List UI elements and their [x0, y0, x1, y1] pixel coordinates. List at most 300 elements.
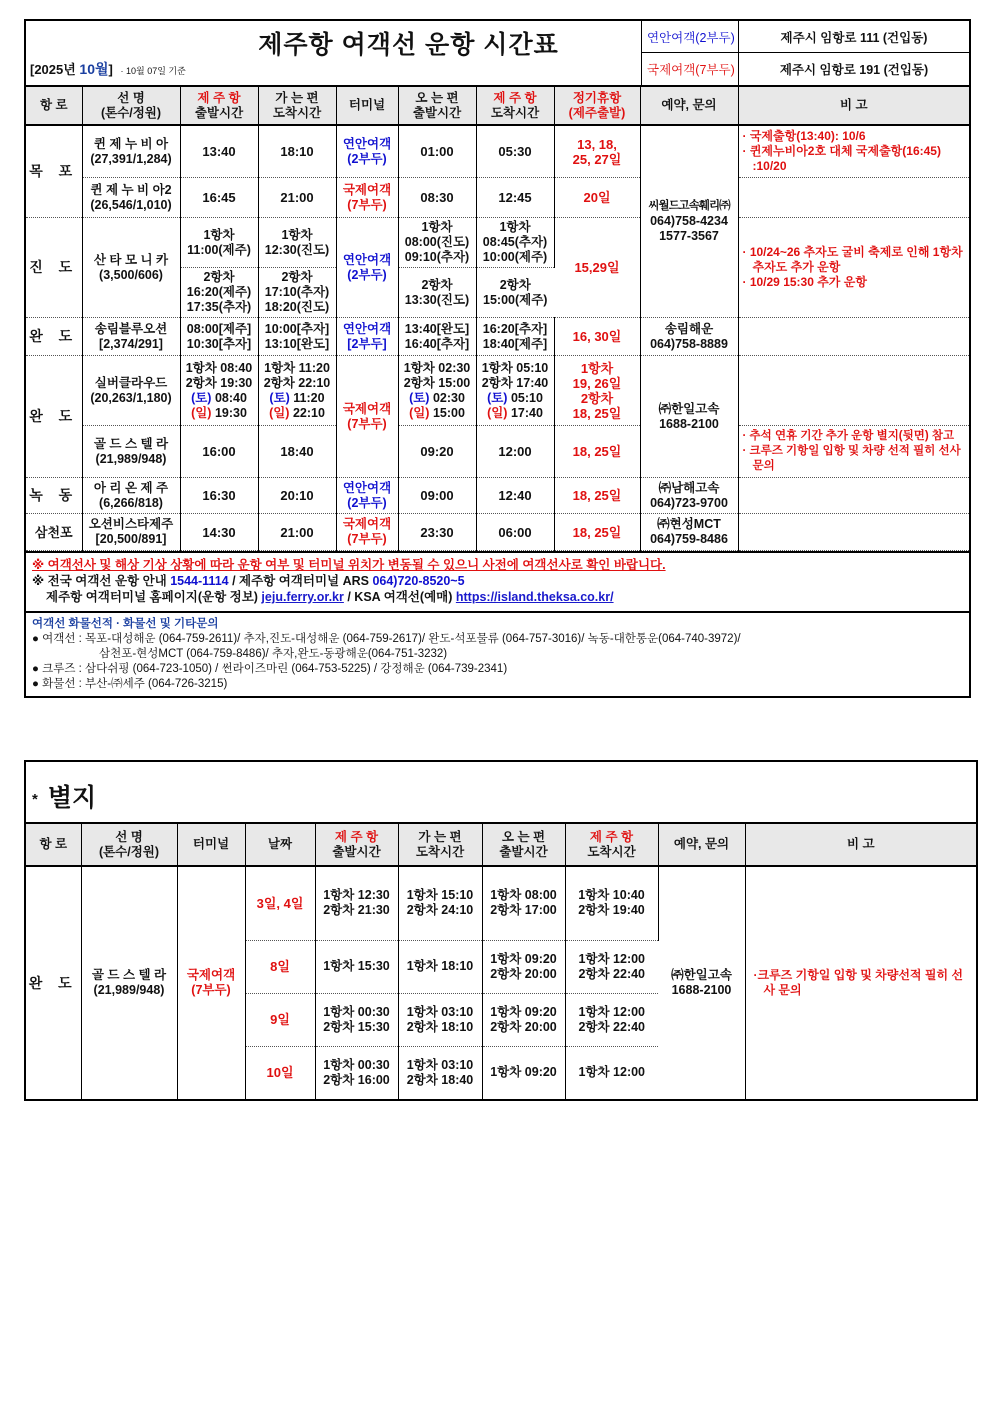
col-arrival [258, 87, 336, 125]
col-contact [658, 824, 745, 866]
ship-spec: [20,500/891] [95, 532, 167, 546]
notice-section [26, 551, 969, 611]
terminal-row-international [642, 53, 969, 85]
trip-time: 1항차 00:30 [323, 1057, 390, 1072]
ship-name: 퀸 제 누 비 아2 [90, 182, 172, 197]
return-departure-cell: 23:30 [398, 514, 476, 551]
col-sublabel: 도착시간 [272, 105, 322, 120]
col-sublabel: 출발시간 [332, 844, 381, 859]
trip-time: 1항차 08:00 [490, 888, 557, 903]
rest-days-cell: 15,29일 [554, 218, 640, 318]
trip-time: 2항차 19:30 [185, 375, 253, 390]
col-label: 날짜 [267, 837, 293, 851]
trip-time: 2항차 22:40 [578, 1019, 646, 1034]
note-cell [745, 866, 976, 1099]
trip-time: 09:10(추자) [404, 250, 470, 264]
terminal-cell [336, 125, 398, 178]
table-row [26, 218, 969, 268]
arrival-cell [258, 318, 336, 356]
company-name: 씨월드고속훼리㈜ [648, 200, 730, 212]
company-name: ㈜남해고속 [658, 480, 720, 495]
terminal-berth: [2부두] [347, 336, 387, 351]
header-row [26, 87, 969, 125]
col-departure [315, 824, 398, 866]
trip-time: 11:20 [289, 390, 325, 405]
departure-cell: 13:40 [180, 125, 258, 178]
terminal-label: 국제여객 [186, 968, 236, 982]
terminal-cell [336, 318, 398, 356]
ship-spec: (27,391/1,284) [90, 151, 172, 166]
col-label: 터미널 [192, 837, 230, 851]
rest-days-cell: 18, 25일 [554, 426, 640, 478]
col-ship [81, 824, 177, 866]
period-month: 10월 [79, 61, 109, 77]
terminal-name: 국제여객(7부두) [642, 53, 739, 85]
ship-spec: (20,263/1,180) [90, 390, 172, 405]
table-row [26, 478, 969, 514]
col-terminal [336, 87, 398, 125]
col-date [245, 824, 315, 866]
col-arrival [398, 824, 482, 866]
return-arrival-cell: 05:30 [476, 125, 554, 178]
return-arrival-cell [476, 218, 554, 268]
trip-time: 18:40[제주] [482, 336, 548, 351]
col-label: 오 는 편 [501, 829, 546, 844]
arrival-cell: 18:40 [258, 426, 336, 478]
col-label: 오 는 편 [415, 90, 459, 105]
col-label: 제 주 항 [589, 829, 634, 844]
title-bar [26, 21, 969, 87]
col-contact [640, 87, 738, 125]
contact-cell [640, 514, 738, 551]
return-arrival-cell: 06:00 [476, 514, 554, 551]
route-cell: 목 포 [26, 125, 82, 218]
trip-label: 2항차 [203, 270, 235, 284]
departure-cell: 16:00 [180, 426, 258, 478]
terminal-row-coastal [642, 21, 969, 53]
rest-days: 13, 18, [577, 136, 617, 152]
ship-cell [82, 218, 180, 318]
trip-time: 12:30(진도) [264, 242, 330, 257]
trip-time: 1항차 03:10 [406, 1004, 474, 1019]
table-row [26, 426, 969, 478]
route-cell: 완 도 [26, 866, 81, 1099]
annex-title-text: 별지 [47, 784, 97, 812]
return-departure-cell [398, 218, 476, 268]
ship-name: 골 드 스 텔 라 [93, 436, 169, 451]
trip-label: 2항차 [281, 270, 313, 284]
col-return-arrival [565, 824, 658, 866]
table-row [26, 356, 969, 426]
annex-row [26, 866, 976, 940]
trip-time: 2항차 15:00 [403, 375, 471, 390]
terminal-label: 국제여객 [342, 517, 392, 531]
terminal-address: 제주시 임항로 191 (건입동) [779, 63, 929, 77]
homepage-line [32, 589, 963, 605]
col-label: 비 고 [839, 98, 868, 112]
sunday-time [259, 406, 336, 421]
trip-time: 2항차 18:10 [406, 1019, 474, 1034]
arrival-cell: 1항차 18:10 [398, 940, 482, 993]
col-label: 비 고 [846, 837, 875, 851]
trip-time: 2항차 17:40 [481, 375, 549, 390]
trip-time: 1항차 12:00 [578, 1004, 646, 1019]
return-departure-cell [482, 993, 565, 1046]
col-label: 항 로 [39, 837, 68, 851]
phone-number: 064)758-8889 [650, 336, 728, 351]
trip-time: 2항차 22:10 [263, 375, 331, 390]
ars-phone: 064)720-8520~5 [372, 574, 465, 588]
ship-cell [82, 178, 180, 218]
arrival-cell: 20:10 [258, 478, 336, 514]
cargo-heading: 여객선 화물선적 · 화물선 및 기타문의 [32, 618, 219, 630]
trip-label: 1항차 [421, 220, 453, 234]
arrival-cell: 21:00 [258, 514, 336, 551]
trip-time: 15:00 [429, 405, 465, 420]
rest-days: 1항차 [580, 360, 614, 376]
ship-cell [81, 866, 177, 1099]
saturday-time [181, 391, 258, 406]
cargo-freight: ● 화물선 : 부산-㈜세주 (064-726-3215) [32, 678, 228, 690]
route-cell: 녹 동 [26, 478, 82, 514]
day-label: (일) [487, 405, 508, 420]
ship-name: 실버클라우드 [94, 375, 168, 390]
ship-cell [82, 514, 180, 551]
ship-spec: (26,546/1,010) [90, 197, 172, 212]
annex-title [26, 762, 976, 824]
trip-label: 1항차 [281, 227, 313, 242]
arrival-cell: 21:00 [258, 178, 336, 218]
table-row [26, 125, 969, 178]
trip-time: 2항차 21:30 [323, 903, 390, 918]
terminal-address: 제주시 임항로 111 (건입동) [780, 30, 928, 45]
saturday-time [477, 391, 554, 406]
note-item: · 10/29 15:30 추가 운항 [742, 275, 867, 289]
phone-number: 1688-2100 [659, 416, 719, 431]
departure-cell [180, 356, 258, 426]
return-arrival-cell: 1항차 12:00 [578, 1065, 646, 1080]
trip-time: 08:00[제주] [186, 321, 252, 336]
date-cell: 10일 [245, 1046, 315, 1099]
return-departure-cell: 01:00 [398, 125, 476, 178]
title-area [26, 21, 641, 85]
trip-time: 13:30(진도) [404, 292, 470, 307]
rest-days-cell: 20일 [554, 178, 640, 218]
return-departure-cell: 1항차 09:20 [482, 1046, 565, 1099]
phone-number: 1688-2100 [671, 983, 732, 997]
ship-cell [82, 356, 180, 426]
return-arrival-cell [476, 268, 554, 318]
note-cell [738, 178, 969, 218]
trip-time: 1항차 02:30 [403, 360, 471, 375]
note-cell [738, 125, 969, 178]
cargo-passenger-cont: 삼천포-현성MCT (064-759-8486)/ 추자,완도-동광해운(064-751-3232) [99, 648, 448, 660]
terminal-berth: (2부두) [347, 495, 387, 510]
col-return-departure [398, 87, 476, 125]
col-sublabel: 도착시간 [490, 105, 540, 120]
rest-days-cell [554, 356, 640, 426]
col-sublabel: (톤수/정원) [98, 844, 160, 859]
trip-time: 02:30 [429, 390, 465, 405]
note-item: ·크루즈 기항일 입항 및 차량선적 필히 선사 문의 [753, 968, 963, 997]
ship-spec: (21,989/948) [93, 983, 165, 997]
terminal-label: 국제여객 [342, 182, 392, 197]
date-cell: 8일 [245, 940, 315, 993]
trip-time: 2항차 16:00 [323, 1072, 390, 1087]
day-label: (일) [409, 405, 430, 420]
col-label: 항 로 [39, 98, 68, 112]
trip-time: 08:40 [211, 390, 247, 405]
note-item: · 퀸제누비아2호 대체 국제출항(16:45) :10/20 [742, 144, 941, 173]
trip-label: 2항차 [499, 277, 531, 292]
departure-cell: 1항차 15:30 [315, 940, 398, 993]
return-arrival-cell [565, 866, 658, 940]
ship-name: 아 리 온 제 주 [93, 480, 169, 495]
terminal-berth: (7부두) [347, 532, 387, 546]
annex-header-row [26, 824, 976, 866]
terminal-legend [641, 21, 969, 85]
trip-time: 1항차 11:20 [264, 360, 330, 375]
timetable-sheet [24, 19, 971, 698]
trip-time: 1항차 12:30 [323, 888, 390, 903]
day-label: (토) [487, 390, 508, 405]
table-row [26, 178, 969, 218]
arrival-cell [258, 218, 336, 268]
col-departure [180, 87, 258, 125]
trip-time: 1항차 10:40 [578, 888, 645, 903]
trip-time: 2항차 20:00 [490, 1019, 557, 1034]
col-note [738, 87, 969, 125]
day-label: (토) [191, 390, 212, 405]
trip-time: 05:10 [507, 390, 543, 405]
trip-time: 13:10[완도] [264, 336, 330, 351]
trip-time: 16:20(제주) [186, 285, 252, 299]
trip-time: 2항차 20:00 [490, 966, 557, 981]
rest-days: 18, 25일 [572, 405, 622, 421]
return-arrival-cell: 12:00 [476, 426, 554, 478]
rest-days: 2항차 [580, 390, 614, 406]
trip-time: 17:40 [507, 405, 543, 420]
return-departure-cell [398, 318, 476, 356]
contact-cell [658, 866, 745, 1099]
return-arrival-cell [565, 993, 658, 1046]
trip-time: 10:00(제주) [482, 250, 548, 264]
trip-time: 2항차 18:40 [406, 1072, 474, 1087]
route-cell: 삼천포 [26, 514, 82, 551]
table-row [26, 514, 969, 551]
terminal-berth: (7부두) [347, 197, 387, 212]
col-sublabel: 도착시간 [415, 844, 465, 859]
col-label: 정기휴항 [572, 90, 622, 105]
col-sublabel: 출발시간 [412, 105, 462, 120]
company-name: ㈜한일고속 [671, 968, 732, 982]
info-label: ※ 전국 여객선 운항 안내 [32, 574, 171, 588]
terminal-berth: (7부두) [347, 416, 387, 431]
ksa-link[interactable]: https://island.theksa.co.kr/ [455, 590, 614, 604]
trip-time: 16:40[추자] [404, 336, 470, 351]
terminal-label: 국제여객 [342, 401, 392, 416]
ksa-label: / KSA 여객선(예매) [343, 590, 456, 604]
trip-time: 15:00(제주) [483, 292, 548, 307]
trip-time: 2항차 19:40 [578, 903, 645, 918]
terminal-cell [336, 218, 398, 318]
schedule-table [26, 87, 969, 551]
contact-cell [640, 125, 738, 318]
terminal-berth: (2부두) [347, 267, 387, 282]
phone-number: 064)723-9700 [650, 495, 728, 510]
star-marker: * [32, 790, 38, 808]
col-label: 가 는 편 [418, 829, 462, 844]
rest-days-cell: 16, 30일 [554, 318, 640, 356]
col-rest-days [554, 87, 640, 125]
ship-spec: (6,266/818) [99, 495, 163, 510]
homepage-label: 제주항 여객터미널 홈페이지(운항 정보) [46, 590, 262, 604]
col-label: 예약, 문의 [673, 837, 730, 851]
trip-time: 1항차 05:10 [481, 360, 549, 375]
trip-time: 1항차 03:10 [406, 1057, 474, 1072]
trip-time: 1항차 09:20 [490, 1004, 557, 1019]
col-terminal [177, 824, 245, 866]
trip-time: 17:35(추자) [186, 300, 252, 314]
trip-time: 1항차 09:20 [490, 951, 557, 966]
terminal-cell [336, 478, 398, 514]
trip-time: 2항차 15:30 [323, 1019, 390, 1034]
ship-name: 퀸 제 누 비 아 [93, 136, 169, 151]
ship-cell [82, 426, 180, 478]
period-label [30, 59, 186, 79]
homepage-link[interactable]: jeju.ferry.or.kr [261, 590, 344, 604]
return-departure-cell [482, 866, 565, 940]
annex-sheet [24, 760, 978, 1101]
departure-cell: 16:45 [180, 178, 258, 218]
return-arrival-cell: 12:40 [476, 478, 554, 514]
col-sublabel: 도착시간 [587, 844, 636, 859]
trip-time: 13:40[완도] [404, 321, 470, 336]
terminal-cell [336, 356, 398, 478]
rest-days: 19, 26일 [572, 375, 622, 391]
note-cell [738, 426, 969, 478]
arrival-cell [258, 268, 336, 318]
arrival-cell [398, 1046, 482, 1099]
trip-time: 1항차 15:10 [406, 888, 474, 903]
trip-time: 11:00(제주) [187, 242, 251, 257]
period-year: [2025년 [30, 62, 80, 77]
trip-time: 08:00(진도) [404, 235, 470, 249]
sunday-time [181, 406, 258, 421]
period-close: ] [108, 62, 113, 77]
departure-cell: 16:30 [180, 478, 258, 514]
trip-time: 2항차 22:40 [578, 966, 646, 981]
cargo-cruise: ● 크루즈 : 삼다쉬핑 (064-723-1050) / 썬라이즈마린 (064-753-5225) / 강정해운 (064-739-2341) [32, 663, 508, 675]
return-arrival-cell [565, 940, 658, 993]
cargo-section [26, 611, 969, 696]
ship-name: 산 타 모 니 카 [93, 252, 169, 267]
arrival-cell [398, 866, 482, 940]
return-departure-cell [482, 940, 565, 993]
departure-cell [315, 1046, 398, 1099]
note-cell [738, 318, 969, 356]
departure-cell [315, 993, 398, 1046]
info-label: / 제주항 여객터미널 ARS [228, 574, 373, 588]
note-item: · 국제출항(13:40): 10/6 [742, 129, 866, 143]
ship-name: 골 드 스 텔 라 [91, 968, 167, 982]
arrival-cell [398, 993, 482, 1046]
terminal-label: 연안여객 [342, 321, 392, 336]
ship-name: 송림블루오션 [94, 321, 168, 336]
note-cell [738, 218, 969, 318]
trip-time: 1항차 00:30 [323, 1004, 390, 1019]
departure-cell [180, 318, 258, 356]
trip-time: 19:30 [211, 405, 247, 420]
col-sublabel: (제주출발) [568, 105, 626, 120]
col-route [26, 87, 82, 125]
company-name: 송림해운 [664, 321, 714, 336]
phone-number: 1577-3567 [659, 229, 719, 243]
rest-days-cell [554, 125, 640, 178]
col-label: 예약, 문의 [661, 98, 717, 112]
saturday-time [399, 391, 476, 406]
departure-cell [180, 268, 258, 318]
trip-label: 2항차 [421, 277, 453, 292]
return-departure-cell: 08:30 [398, 178, 476, 218]
warning-notice: ※ 여객선사 및 해상 기상 상황에 따라 운항 여부 및 터미널 위치가 변동될 수 있으니 사전에 여객선사로 확인 바랍니다. [32, 558, 666, 572]
col-label: 터미널 [348, 98, 386, 112]
ship-cell [82, 318, 180, 356]
route-cell: 완 도 [26, 318, 82, 356]
trip-time: 17:10(추자) [264, 285, 330, 299]
base-date: · 10월 07일 기준 [120, 66, 186, 76]
departure-cell [180, 218, 258, 268]
return-departure-cell [398, 356, 476, 426]
col-route [26, 824, 81, 866]
route-cell: 진 도 [26, 218, 82, 318]
trip-time: 2항차 24:10 [406, 903, 474, 918]
terminal-label: 연안여객 [342, 252, 392, 267]
note-item: · 추석 연휴 기간 추가 운항 별지(뒷면) 참고 [742, 430, 955, 442]
terminal-cell [336, 514, 398, 551]
date-cell: 9일 [245, 993, 315, 1046]
note-cell [738, 478, 969, 514]
rest-days-cell: 18, 25일 [554, 478, 640, 514]
sunday-time [477, 406, 554, 421]
annex-table [26, 824, 976, 1099]
arrival-cell: 18:10 [258, 125, 336, 178]
ship-cell [82, 125, 180, 178]
note-item: · 크루즈 기항일 입항 및 차량 선적 필히 선사 문의 [742, 445, 961, 472]
col-note [745, 824, 976, 866]
return-departure-cell: 09:00 [398, 478, 476, 514]
ship-spec: [2,374/291] [99, 336, 163, 351]
trip-label: 1항차 [499, 220, 531, 234]
info-phone: 1544-1114 [170, 574, 229, 588]
day-label: (일) [191, 405, 212, 420]
rest-days: 25, 27일 [572, 151, 622, 167]
trip-time: 2항차 17:00 [490, 903, 557, 918]
terminal-name: 연안여객(2부두) [642, 21, 739, 52]
phone-number: 064)759-8486 [650, 532, 728, 546]
col-return-departure [482, 824, 565, 866]
rest-days-cell: 18, 25일 [554, 514, 640, 551]
ship-spec: (21,989/948) [95, 451, 167, 466]
departure-cell: 14:30 [180, 514, 258, 551]
departure-cell [315, 866, 398, 940]
company-name: ㈜한일고속 [658, 401, 720, 416]
terminal-label: 연안여객 [342, 480, 392, 495]
sunday-time [399, 406, 476, 421]
col-sublabel: 출발시간 [194, 105, 244, 120]
saturday-time [259, 391, 336, 406]
page-title: 제주항 여객선 운항 시간표 [258, 31, 559, 59]
